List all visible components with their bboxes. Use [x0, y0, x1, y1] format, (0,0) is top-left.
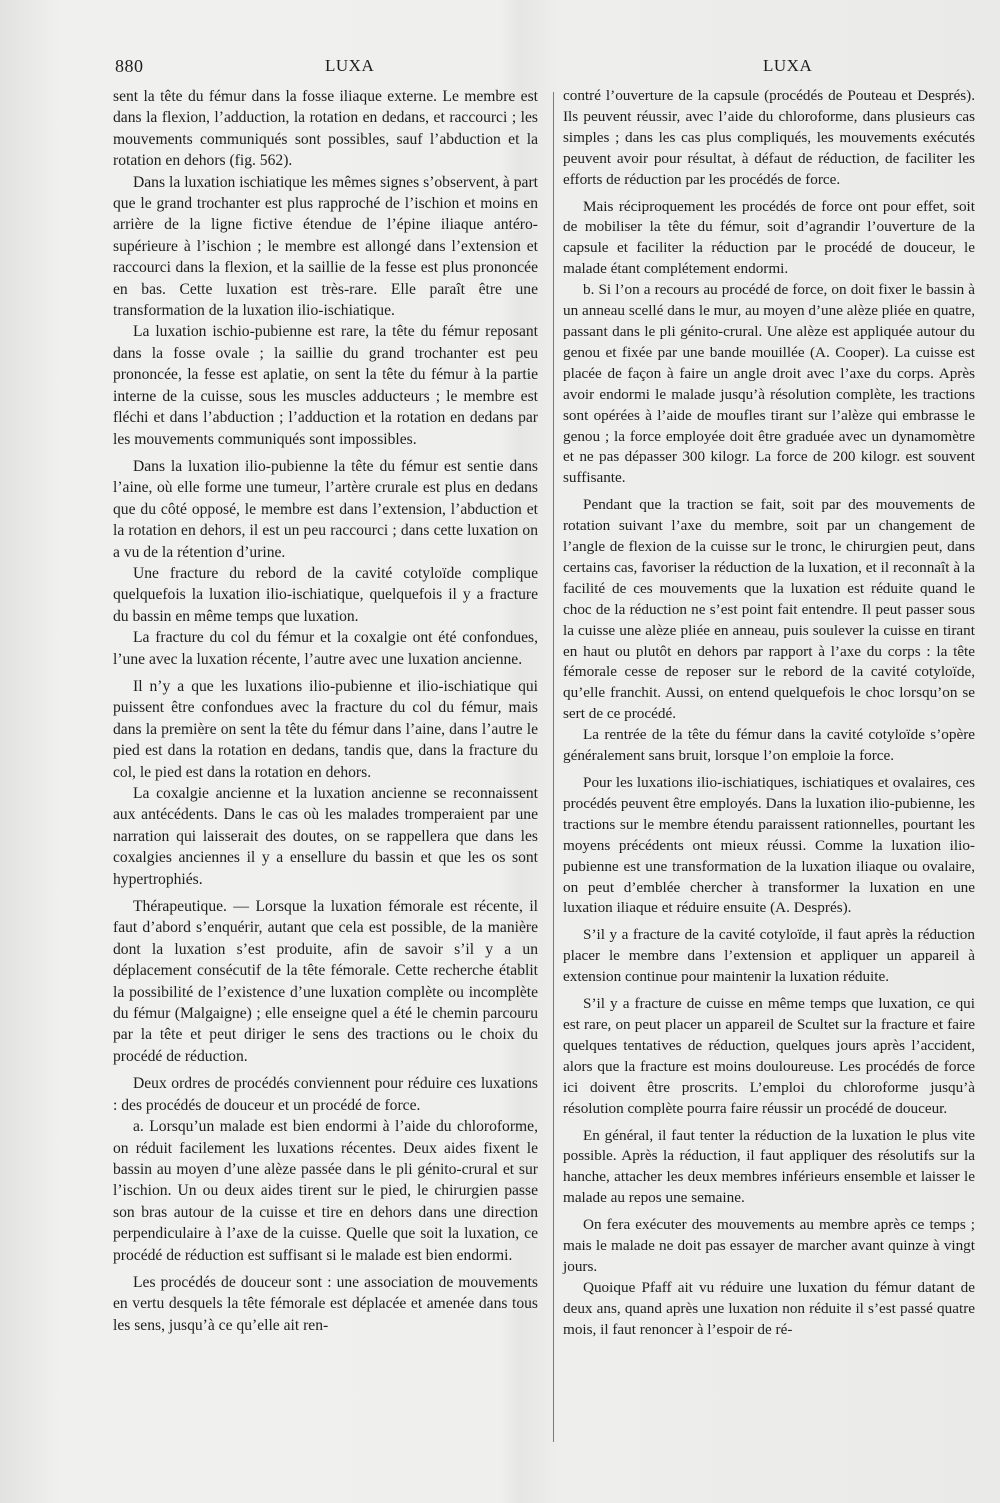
paragraph: On fera exécuter des mouvements au membre après ce temps ; mais le malade ne doit pas essayer de marcher avant quinze à vingt jours. [563, 1216, 975, 1275]
paragraph: En général, il faut tenter la réduction de la luxation le plus vite possible. Après la réduction, il faut appliquer des résolutifs sur la hanche, attacher les deux membres inférieurs ensemble et laisser le malade au repos une semaine. [563, 1126, 975, 1207]
paragraph: Pour les luxations ilio-ischiatiques, ischiatiques et ovalaires, ces procédés peuvent être employés. Dans la luxation ilio-pubienne, les tractions sur le membre étendu paraissent rationnelles, pourtant les moyens précédents ont mieux réussi. Comme la luxation ilio-pubienne est une transformation de la luxation iliaque ou ovalaire, on peut d’emblée chercher à transformer la luxation en une luxation iliaque et réduire ensuite (A. Després). [563, 774, 975, 917]
paragraph: a. Lorsqu’un malade est bien endormi à l’aide du chloroforme, on réduit facilement les luxations récentes. Deux aides fixent le bassin au moyen d’une alèze passée dans le pli génito-crural et sur l’ischion. Un ou deux aides tirent sur le pied, le chirurgien passe son bras autour de la cuisse et tire en dehors dans une direction perpendiculaire à l’axe de la cuisse. Quelle que soit la luxation, ce procédé de réduction est suffisant si le malade est bien endormi. [113, 1118, 538, 1264]
page-number: 880 [115, 56, 144, 76]
paragraph: S’il y a fracture de cuisse en même temps que luxation, ce qui est rare, on peut placer un appareil de Scultet sur la fracture et faire quelques tentatives de réduction, quelques jours après l’accident, alors que la fracture est moins douloureuse. Les procédés de force ici doivent être proscrits. L’emploi du chloroforme jusqu’à résolution complète pourra faire réussir un procédé de douceur. [563, 995, 975, 1117]
running-head-right: LUXA [763, 56, 813, 75]
paragraph: Deux ordres de procédés conviennent pour réduire ces luxations : des procédés de douceur et un procédé de force. [113, 1075, 538, 1114]
paragraph: sent la tête du fémur dans la fosse iliaque externe. Le membre est dans la flexion, l’adduction, la rotation en dedans, et raccourci ; les mouvements communiqués sont possibles, sauf l’abduction et la rotation en dehors (fig. 562). [113, 88, 538, 170]
paragraph: La coxalgie ancienne et la luxation ancienne se reconnaissent aux antécédents. Dans le cas où les malades tromperaient par une narration qui laisserait des doutes, on se rappellera que dans les coxalgies anciennes il y a ensellure du bassin et que les os sont hypertrophiés. [113, 785, 538, 888]
paragraph: Les procédés de douceur sont : une association de mouvements en vertu desquels la tête fémorale est déplacée et amenée dans tous les sens, jusqu’à ce qu’elle ait ren- [113, 1273, 538, 1334]
paragraph: Dans la luxation ilio-pubienne la tête du fémur est sentie dans l’aine, où elle forme une tumeur, l’artère crurale est plus en dedans que du côté opposé, le membre est dans l’extension, l’abduction et la rotation en dehors, il est un peu raccourci ; dans cette luxation on a vu de la rétention d’urine. [113, 457, 538, 561]
paragraph: Mais réciproquement les procédés de force ont pour effet, soit de mobiliser la tête du fémur, soit d’agrandir l’ouverture de la capsule et faciliter la réduction par le procédé de douceur, le malade étant complétement endormi. [563, 197, 975, 278]
paragraph: Pendant que la traction se fait, soit par des mouvements de rotation suivant l’axe du membre, soit par un changement de l’angle de flexion de la cuisse sur le tronc, le chirurgien peut, dans certains cas, favoriser la réduction de la luxation, et il reconnaît à la facilité de ces mouvements que la luxation est réduite quand le choc de la réduction ne s’est point fait entendre. Il peut passer sous la cuisse une alèze pliée en anneau, puis soulever la cuisse en tirant en haut ou plutôt en dehors par rapport à l’axe du corps : la tête fémorale cesse de reposer sur le rebord de la cavité cotyloïde, qu’elle franchit. Aussi, on entend quelquefois le choc lorsqu’on se sert de ce procédé. [563, 496, 975, 723]
column-divider [553, 92, 554, 1442]
paragraph: La rentrée de la tête du fémur dans la cavité cotyloïde s’opère généralement sans bruit, lorsque l’on emploie la force. [563, 726, 975, 765]
paragraph: Une fracture du rebord de la cavité cotyloïde complique quelquefois la luxation ilio-ischiatique, quelquefois il y a fracture du bassin en même temps que luxation. [113, 564, 538, 625]
paragraph: Thérapeutique. — Lorsque la luxation fémorale est récente, il faut d’abord s’enquérir, autant que cela est possible, de la manière dont la luxation s’est produite, afin de savoir s’il y a un déplacement consécutif de la tête fémorale. Cette recherche établit la possibilité de l’existence d’une luxation complète ou incomplète du fémur (Malgaigne) ; elle enseigne quel a été le chemin parcouru par la tête et peut diriger le sens des tractions ou le choix du procédé de réduction. [113, 898, 538, 1065]
paragraph: Quoique Pfaff ait vu réduire une luxation du fémur datant de deux ans, quand après une luxation non réduite il s’est passé quatre mois, il faut renoncer à l’espoir de ré- [563, 1278, 975, 1338]
paragraph: Il n’y a que les luxations ilio-pubienne et ilio-ischiatique qui puissent être confondues avec la fracture du col du fémur, mais dans la première on sent la tête du fémur dans l’aine, dans l’autre le pied est dans la rotation en dedans, tandis que, dans la fracture du col, le pied est dans la rotation en dehors. [113, 677, 538, 781]
running-head-left: LUXA [325, 56, 375, 75]
right-column [563, 86, 975, 1341]
paragraph: La fracture du col du fémur et la coxalgie ont été confondues, l’une avec la luxation récente, l’autre avec une luxation ancienne. [113, 629, 538, 668]
paragraph: contré l’ouverture de la capsule (procédés de Pouteau et Després). Ils peuvent réussir, avec l’aide du chloroforme, dans plusieurs cas simples ; dans les cas plus compliqués, les mouvements exécutés peuvent avoir pour résultat, à défaut de réduction, de faciliter les efforts de réduction par les procédés de force. [563, 87, 975, 188]
paragraph: Dans la luxation ischiatique les mêmes signes s’observent, à part que le grand trochanter est plus rapproché de l’ischion et moins en arrière de la ligne fictive étendue de l’épine iliaque antéro-supérieure à l’ischion ; le membre est allongé dans l’extension et raccourci dans la flexion, et la saillie de la fesse est plus prononcée en bas. Cette luxation est très-rare. Elle paraît être une transformation de la luxation ilio-ischiatique. [113, 173, 538, 320]
paragraph: La luxation ischio-pubienne est rare, la tête du fémur reposant dans la fosse ovale ; la saillie du grand trochanter est peu prononcée, la fesse est aplatie, on sent la tête du fémur à la partie interne de la cuisse, sous les muscles adducteurs ; le membre est fléchi et dans l’abduction ; l’adduction et la rotation en dedans par les mouvements communiqués sont impossibles. [113, 323, 538, 448]
left-column [113, 86, 538, 1336]
paragraph: b. Si l’on a recours au procédé de force, on doit fixer le bassin à un anneau scellé dans le mur, au moyen d’une alèze pliée en quatre, passant dans le pli génito-crural. Une alèze est appliquée autour du genou et fixée par une bande mouillée (A. Cooper). La cuisse est placée de façon à faire un angle droit avec l’axe du corps. Après avoir endormi le malade jusqu’à résolution complète, les tractions sont opérées à l’aide de moufles tirant sur l’alèze qui embrasse le genou ; la force employée doit être graduée avec un dynamomètre et ne pas dépasser 300 kilogr. La force de 200 kilogr. est souvent suffisante. [563, 281, 975, 487]
paragraph: S’il y a fracture de la cavité cotyloïde, il faut après la réduction placer le membre dans l’extension et appliquer un appareil à extension continue pour maintenir la luxation réduite. [563, 926, 975, 986]
